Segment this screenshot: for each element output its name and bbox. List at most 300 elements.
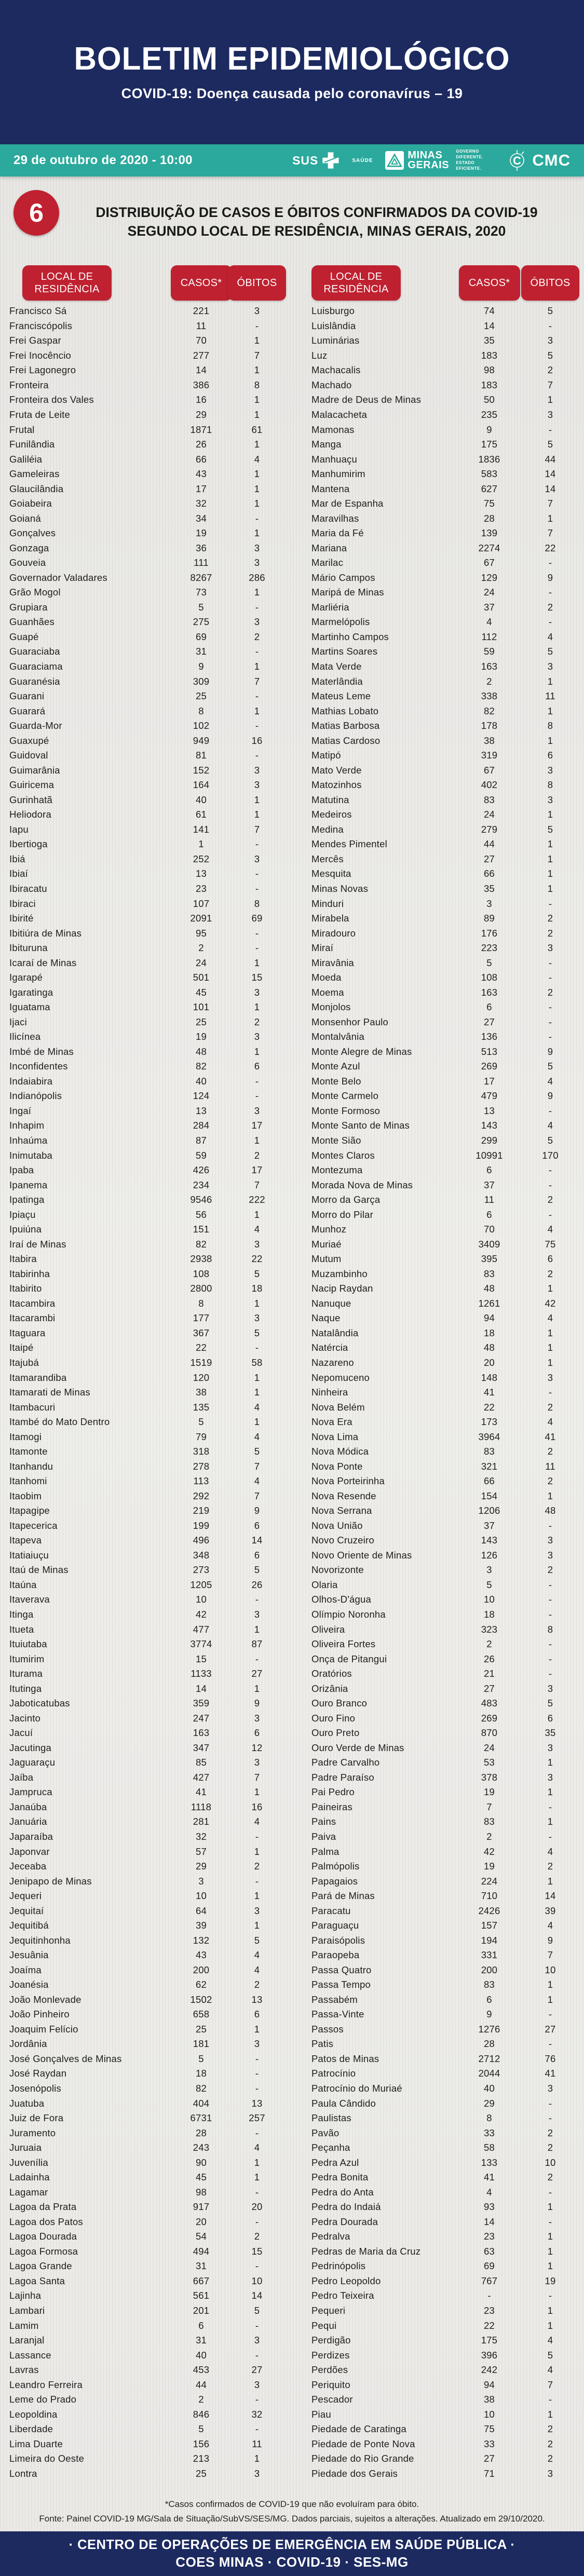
cases-value: 59 [196,1149,207,1161]
municipality-name: Lagoa Santa [9,2275,65,2286]
cases-value: 20 [196,2216,207,2227]
cases-value: 22 [484,1401,495,1413]
table-row [292,941,584,956]
municipality-name: Joaquim Felício [9,2023,78,2035]
deaths-value: 1 [254,2157,260,2168]
deaths-value: - [255,927,259,939]
cases-value: 2712 [478,2053,500,2064]
deaths-value: 3 [547,1771,553,1783]
table-row [292,363,584,378]
deaths-value: - [548,1520,552,1531]
table-row [0,1844,292,1859]
column-header-obitos: ÓBITOS [521,265,579,301]
table-row [292,1474,584,1489]
table-row [0,2215,292,2230]
municipality-name: Inimutaba [9,1149,53,1161]
municipality-name: Perdões [311,2364,348,2376]
cases-value: 31 [196,2260,207,2272]
table-row [292,718,584,734]
table-row [292,2007,584,2022]
cases-value: 42 [196,1609,207,1620]
table-row [292,467,584,482]
table-row [292,408,584,423]
municipality-name: Heliodora [9,809,51,820]
cases-value: 21 [484,1668,495,1679]
table-row [0,452,292,467]
deaths-value: 4 [254,1431,260,1442]
table-row [292,422,584,437]
deaths-value: - [548,1579,552,1590]
municipality-name: Ijaci [9,1016,27,1027]
deaths-value: 11 [545,1460,555,1472]
cases-value: 201 [193,2304,210,2316]
deaths-value: 257 [249,2112,265,2124]
table-row [292,866,584,882]
table-row [292,1874,584,1889]
table-row [0,1459,292,1474]
table-row [0,1963,292,1978]
table-row [0,748,292,763]
municipality-name: Itamonte [9,1446,48,1457]
table-row [292,1355,584,1371]
footnote-source: Fonte: Painel COVID-19 MG/Sala de Situação/SubVS/SES/MG. Dados parciais, sujeitos a alterações. Atualizado em 29/10/2020. [39,2514,545,2524]
deaths-value: 87 [251,1638,263,1650]
deaths-value: - [548,1164,552,1176]
deaths-value: 1 [254,1623,260,1635]
municipality-name: Medeiros [311,809,352,820]
cases-value: 40 [196,1075,207,1087]
table-row [292,763,584,778]
deaths-value: - [548,320,552,331]
cases-value: 75 [484,2423,495,2435]
cases-value: 177 [193,1312,210,1324]
municipality-name: Inhapim [9,1120,45,1131]
cases-value: 6 [198,2320,204,2331]
municipality-name: Juatuba [9,2097,45,2109]
table-row [292,1326,584,1341]
deaths-value: 1 [254,2453,260,2464]
municipality-name: Leopoldina [9,2408,58,2420]
table-row [0,1651,292,1666]
municipality-name: Luislândia [311,320,356,331]
deaths-value: 3 [254,1712,260,1724]
table-row [0,644,292,659]
cases-value: 917 [193,2201,210,2213]
cases-value: 157 [481,1920,498,1931]
cases-value: 5 [486,957,492,968]
deaths-value: 1 [254,527,260,539]
cases-value: 3 [486,1564,492,1576]
table-row [0,1696,292,1711]
deaths-value: 2 [547,1475,553,1487]
deaths-value: 3 [254,557,260,568]
cases-value: 234 [193,1179,210,1190]
deaths-value: - [548,1209,552,1220]
cases-value: 83 [484,1979,495,1990]
cases-value: 8 [198,1297,204,1309]
cases-value: 14 [196,364,207,376]
cases-value: 45 [196,2172,207,2183]
municipality-name: Ninheira [311,1387,348,1398]
table-row [0,2170,292,2185]
table-row [292,2185,584,2200]
cases-value: 453 [193,2364,210,2376]
mg-logo-text: MINAS GERAIS [408,150,450,171]
deaths-value: 5 [254,1327,260,1338]
table-row [292,2066,584,2081]
deaths-value: 4 [254,453,260,465]
municipality-name: Ibiaí [9,868,28,879]
cases-value: 83 [484,1268,495,1279]
table-row [292,911,584,926]
municipality-name: Gouveia [9,557,46,568]
deaths-value: 4 [547,2364,553,2376]
cases-value: 11 [484,1194,495,1205]
bulletin-date: 29 de outubro de 2020 - 10:00 [13,153,193,167]
table-row [292,2303,584,2319]
deaths-value: 3 [547,1372,553,1383]
table-row [0,1029,292,1045]
table-row [292,1651,584,1666]
municipality-name: Jeceaba [9,1861,47,1872]
deaths-value: 14 [545,1890,556,1902]
table-row [292,1933,584,1948]
deaths-value: 15 [251,972,263,983]
table-row [292,2363,584,2378]
municipality-name: Jaguaraçu [9,1757,56,1768]
municipality-name: Patis [311,2038,334,2050]
table-row [292,1829,584,1845]
table-row [0,1296,292,1311]
deaths-value: 9 [254,1698,260,1709]
cases-value: 378 [481,1771,498,1783]
municipality-name: Machacalis [311,364,361,376]
cases-value: 17 [484,1075,495,1087]
municipality-name: Morro do Pilar [311,1209,373,1220]
municipality-name: Guiricema [9,779,55,791]
cases-value: 2044 [478,2068,500,2079]
cases-value: 83 [484,794,495,805]
cases-value: 32 [196,498,207,509]
deaths-value: - [255,1342,259,1353]
table-row [292,1578,584,1593]
municipality-name: Iapu [9,823,29,835]
table-row [292,822,584,837]
municipality-name: Martins Soares [311,646,378,657]
table-row [0,319,292,334]
deaths-value: 3 [547,335,553,346]
cases-value: 426 [193,1164,210,1176]
municipality-name: Nova Porteirinha [311,1475,385,1487]
table-row [292,1666,584,1682]
cases-value: 37 [484,601,495,613]
cases-value: 281 [193,1816,210,1827]
municipality-name: Lontra [9,2467,37,2479]
deaths-value: 4 [254,1475,260,1487]
municipality-name: Jenipapo de Minas [9,1875,92,1887]
cases-value: 29 [484,2097,495,2109]
cases-value: 23 [484,2304,495,2316]
municipality-name: Jacinto [9,1712,41,1724]
table-row [0,541,292,556]
municipality-name: Mamonas [311,424,355,435]
cases-value: 347 [193,1742,210,1753]
deaths-value: 2 [547,2438,553,2449]
table-row [0,1281,292,1296]
deaths-value: - [548,616,552,628]
deaths-value: 3 [254,1609,260,1620]
deaths-value: - [548,1638,552,1650]
deaths-value: 4 [547,1312,553,1324]
table-row [0,970,292,985]
cases-value: - [487,2290,491,2301]
deaths-value: 2 [547,2127,553,2138]
table-row [0,1222,292,1237]
cases-value: 1206 [478,1505,500,1516]
table-row [0,467,292,482]
municipality-name: Itabirito [9,1283,42,1294]
deaths-value: 2 [254,631,260,642]
table-row [0,481,292,496]
cases-value: 359 [193,1698,210,1709]
cases-value: 83 [484,1446,495,1457]
cases-value: 35 [484,883,495,894]
cases-value: 3964 [478,1431,500,1442]
municipality-name: Itaverava [9,1594,50,1605]
table-row [0,2303,292,2319]
deaths-value: 3 [254,1905,260,1916]
municipality-name: Jesuânia [9,1949,49,1961]
cases-value: 43 [196,1949,207,1961]
municipality-name: Ibiá [9,853,25,864]
cases-value: 26 [484,1653,495,1664]
municipality-name: Montezuma [311,1164,363,1176]
table-row [0,882,292,897]
cases-value: 124 [193,1090,210,1102]
cases-value: 70 [484,1224,495,1235]
cases-value: 386 [193,379,210,390]
cases-value: 73 [196,587,207,598]
municipality-name: Pedrinópolis [311,2260,366,2272]
table-row [0,1785,292,1800]
sus-cross-icon [322,152,339,169]
municipality-name: Jequeri [9,1890,42,1902]
deaths-value: 4 [547,1075,553,1087]
table-row [0,304,292,319]
cases-value: 5 [198,601,204,613]
municipality-name: Malacacheta [311,409,368,420]
deaths-value: - [255,883,259,894]
cases-value: 154 [481,1490,498,1501]
municipality-name: Grupiara [9,601,48,613]
deaths-value: 6 [254,1727,260,1739]
deaths-value: - [548,1831,552,1842]
cases-value: 82 [196,1061,207,1072]
deaths-value: 8 [254,379,260,390]
deaths-value: 1 [547,838,553,850]
table-row [0,1578,292,1593]
municipality-name: Montes Claros [311,1149,375,1161]
table-row [292,481,584,496]
table-row [292,437,584,452]
cases-value: 42 [484,1846,495,1857]
deaths-value: 4 [547,2335,553,2346]
cases-value: 279 [481,823,498,835]
deaths-value: - [548,1801,552,1812]
municipality-name: Mendes Pimentel [311,838,387,850]
table-row [292,1977,584,1992]
table-row [0,1074,292,1089]
table-row [292,496,584,511]
table-row [0,511,292,526]
table-row [292,2377,584,2392]
municipality-name: José Raydan [9,2068,67,2079]
municipality-name: Palma [311,1846,339,1857]
cases-value: 2274 [478,542,500,553]
table-row [292,1741,584,1756]
table-row [0,585,292,600]
municipality-name: Itaú de Minas [9,1564,69,1576]
cases-value: 175 [481,439,498,450]
municipality-name: Itanhandu [9,1460,53,1472]
deaths-value: 222 [249,1194,265,1205]
table-row [292,1814,584,1829]
table-row [0,1889,292,1904]
deaths-value: 1 [547,705,553,716]
table-row [292,1948,584,1963]
table-row [292,778,584,793]
deaths-value: 26 [251,1579,263,1590]
cases-value: 2800 [190,1283,212,1294]
municipality-name: Pedra do Anta [311,2186,374,2198]
deaths-value: 1 [254,587,260,598]
cases-value: 2 [198,942,204,954]
municipality-name: Piedade de Ponte Nova [311,2438,415,2449]
cases-value: 108 [193,1268,210,1279]
municipality-name: Novorizonte [311,1564,364,1576]
deaths-value: - [255,1831,259,1842]
municipality-name: Jequitibá [9,1920,49,1931]
cases-value: 2426 [478,1905,500,1916]
cases-value: 61 [196,809,207,820]
table-row [0,1948,292,1963]
cases-value: 494 [193,2245,210,2257]
deaths-value: 3 [254,853,260,864]
municipality-name: Iturama [9,1668,43,1679]
table-row [292,1015,584,1030]
municipality-name: Pequeri [311,2304,346,2316]
deaths-value: 8 [254,898,260,909]
cases-value: 194 [481,1934,498,1946]
municipality-name: Japaraíba [9,1831,53,1842]
deaths-value: 2 [547,2453,553,2464]
deaths-value: - [548,587,552,598]
table-row [292,1696,584,1711]
table-row [292,1548,584,1563]
table-row [0,408,292,423]
deaths-value: 1 [254,1372,260,1383]
municipality-name: Orizânia [311,1683,348,1694]
table-row [292,1903,584,1918]
municipality-name: Nepomuceno [311,1372,370,1383]
table-row [0,733,292,748]
deaths-value: - [255,868,259,879]
deaths-value: - [548,1668,552,1679]
table-row [0,2333,292,2348]
cases-value: 496 [193,1535,210,1546]
table-row [292,2170,584,2185]
deaths-value: 1 [547,675,553,687]
deaths-value: - [255,2423,259,2435]
municipality-name: Luisburgo [311,305,355,317]
municipality-name: Patrocínio do Muriaé [311,2083,402,2094]
cases-value: 63 [484,2245,495,2257]
municipality-name: Miravânia [311,957,354,968]
cases-value: 13 [196,1105,207,1116]
municipality-name: Joanésia [9,1979,49,1990]
deaths-value: - [255,2216,259,2227]
deaths-value: 9 [547,1934,553,1946]
cases-value: 5 [198,1416,204,1428]
municipality-name: Pains [311,1816,336,1827]
deaths-value: 3 [547,1549,553,1561]
cases-value: 90 [196,2157,207,2168]
municipality-name: Grão Mogol [9,587,61,598]
cases-value: 132 [193,1934,210,1946]
cases-value: 107 [193,898,210,909]
deaths-value: 1 [547,1327,553,1338]
table-row [292,1519,584,1534]
logo-strip [292,149,571,172]
table-row [0,630,292,645]
deaths-value: 286 [249,572,265,583]
cases-value: 5 [198,2423,204,2435]
cases-value: 26 [196,439,207,450]
deaths-value: - [548,2186,552,2198]
deaths-value: 3 [254,2335,260,2346]
deaths-value: 27 [545,2023,556,2035]
cases-value: 83 [484,1816,495,1827]
deaths-value: 2 [254,1016,260,1027]
municipality-name: Indaiabira [9,1075,53,1087]
municipality-name: Mantena [311,483,350,494]
municipality-name: Marmelópolis [311,616,370,628]
cases-value: 18 [196,2068,207,2079]
cases-value: 1205 [190,1579,212,1590]
deaths-value: 22 [545,542,556,553]
deaths-value: 3 [254,779,260,791]
cases-value: 242 [481,2364,498,2376]
municipality-name: João Pinheiro [9,2009,70,2020]
municipality-name: Palmópolis [311,1861,360,1872]
deaths-value: 2 [547,601,553,613]
cases-value: 11 [196,320,207,331]
municipality-name: Itumirim [9,1653,45,1664]
deaths-value: 1 [547,809,553,820]
municipality-name: Jordânia [9,2038,47,2050]
municipality-name: Icaraí de Minas [9,957,77,968]
municipality-name: Pedras de Maria da Cruz [311,2245,421,2257]
deaths-value: 1 [547,1994,553,2005]
municipality-name: Mar de Espanha [311,498,384,509]
cases-value: 2 [486,675,492,687]
deaths-value: 2 [547,2142,553,2153]
deaths-value: - [548,1001,552,1013]
municipality-name: Mata Verde [311,661,362,672]
deaths-value: 5 [547,1061,553,1072]
cases-value: 501 [193,972,210,983]
municipality-name: Monte Formoso [311,1105,381,1116]
